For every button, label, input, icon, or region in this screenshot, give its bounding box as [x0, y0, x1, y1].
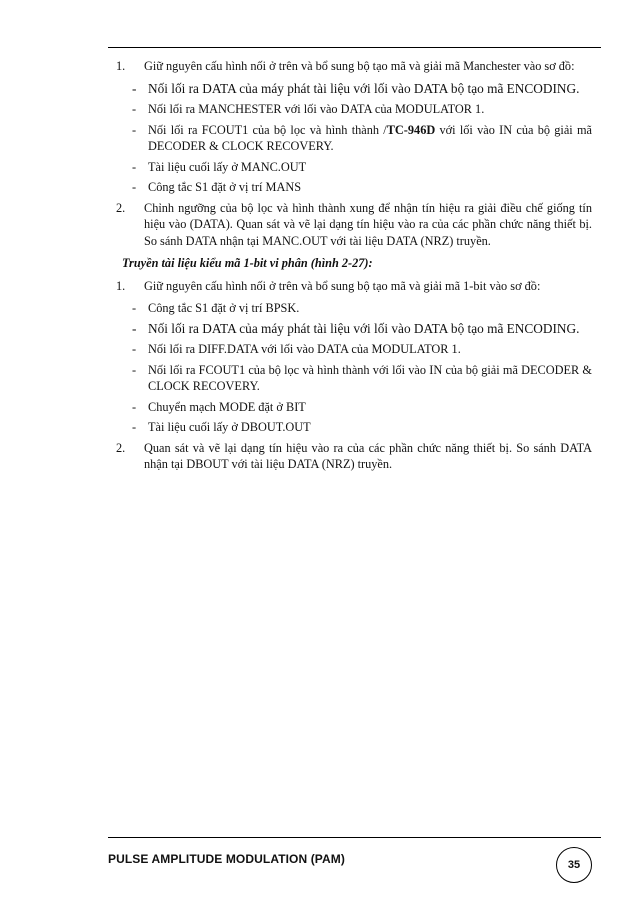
sub-item — [116, 321, 592, 338]
item-number: 1. — [116, 278, 126, 293]
sub-item — [116, 300, 592, 317]
sub-item — [116, 399, 592, 416]
dash-bullet: - — [132, 342, 137, 356]
sub-item-text: Nối lối ra DATA của máy phát tài liệu với lối vào DATA bộ tạo mã ENCODING. — [148, 320, 580, 336]
sub-item — [116, 179, 592, 196]
header-rule — [108, 47, 601, 48]
sub-item — [116, 122, 592, 155]
list-item-1 — [116, 278, 592, 295]
footer-title: PULSE AMPLITUDE MODULATION (PAM) — [108, 852, 345, 866]
dash-bullet: - — [132, 102, 137, 116]
page-number: 35 — [567, 859, 581, 871]
dash-bullet: - — [132, 80, 137, 96]
sub-item-text: Nối lối ra MANCHESTER với lối vào DATA của MODULATOR 1. — [148, 102, 485, 116]
sub-item-text: Nối lối ra FCOUT1 của bộ lọc và hình thành với lối vào IN của bộ giải mã DECODER & CLOCK RECOVERY. — [148, 362, 592, 393]
dash-bullet: - — [132, 362, 137, 377]
sub-item — [116, 159, 592, 176]
item-text: Quan sát và vẽ lại dạng tín hiệu vào ra của các phần chức năng thiết bị. So sánh DATA nhận tại DBOUT với tài liệu DATA (NRZ) truyền. — [144, 440, 592, 471]
sub-item-text: Chuyển mạch MODE đặt ở BIT — [148, 399, 306, 414]
item-text: Chỉnh ngưỡng của bộ lọc và hình thành xung để nhận tín hiệu ra giải điều chế giống tín hiệu vào (DATA). Quan sát và vẽ lại dạng tín hiệu vào ra của các phần chức năng thiết bị. So sánh DATA nhận tại MANC.OUT với tài liệu DATA (NRZ) truyền. — [144, 200, 592, 248]
sub-item — [116, 419, 592, 436]
dash-bullet: - — [132, 122, 137, 137]
dash-bullet: - — [132, 320, 137, 336]
sub-item — [116, 362, 592, 395]
section-heading: Truyền tài liệu kiểu mã 1-bit vi phân (hình 2-27): — [122, 256, 373, 270]
sub-item — [116, 341, 592, 358]
list-item-1 — [116, 58, 592, 75]
dash-bullet: - — [132, 180, 137, 194]
sub-item-text: Công tắc S1 đặt ở vị trí BPSK. — [148, 301, 300, 315]
sub-item — [116, 81, 592, 98]
list-item-2 — [116, 200, 592, 250]
sub-item — [116, 101, 592, 118]
sub-item-text: Tài liệu cuối lấy ở MANC.OUT — [148, 159, 307, 174]
sub-item-text-post: với lối vào IN của bộ giải mã DECODER & CLOCK RECOVERY. — [148, 122, 592, 153]
item-number: 1. — [116, 59, 126, 73]
page-number-badge — [556, 847, 592, 883]
item-number: 2. — [116, 440, 126, 455]
footer-rule — [108, 837, 601, 838]
dash-bullet: - — [132, 301, 137, 315]
dash-bullet: - — [132, 420, 137, 434]
item-text: Giữ nguyên cấu hình nối ở trên và bổ sung bộ tạo mã và giải mã 1-bit vào sơ đồ: — [144, 278, 541, 293]
sub-item-text: Tài liệu cuối lấy ở DBOUT.OUT — [148, 420, 311, 434]
sub-item-text: Công tắc S1 đặt ở vị trí MANS — [148, 180, 302, 194]
page-content — [116, 58, 592, 479]
item-number: 2. — [116, 200, 126, 215]
item-text: Giữ nguyên cấu hình nối ở trên và bổ sung bộ tạo mã và giải mã Manchester vào sơ đồ: — [144, 59, 575, 73]
sub-item-text-pre: Nối lối ra FCOUT1 của bộ lọc và hình thành / — [148, 122, 387, 137]
model-code: TC-946D — [386, 122, 436, 137]
dash-bullet: - — [132, 159, 137, 174]
list-item-2 — [116, 440, 592, 473]
sub-item-text: Nối lối ra DATA của máy phát tài liệu với lối vào DATA bộ tạo mã ENCODING. — [148, 80, 580, 96]
dash-bullet: - — [132, 399, 137, 414]
sub-item-text: Nối lối ra DIFF.DATA với lối vào DATA của MODULATOR 1. — [148, 342, 461, 356]
